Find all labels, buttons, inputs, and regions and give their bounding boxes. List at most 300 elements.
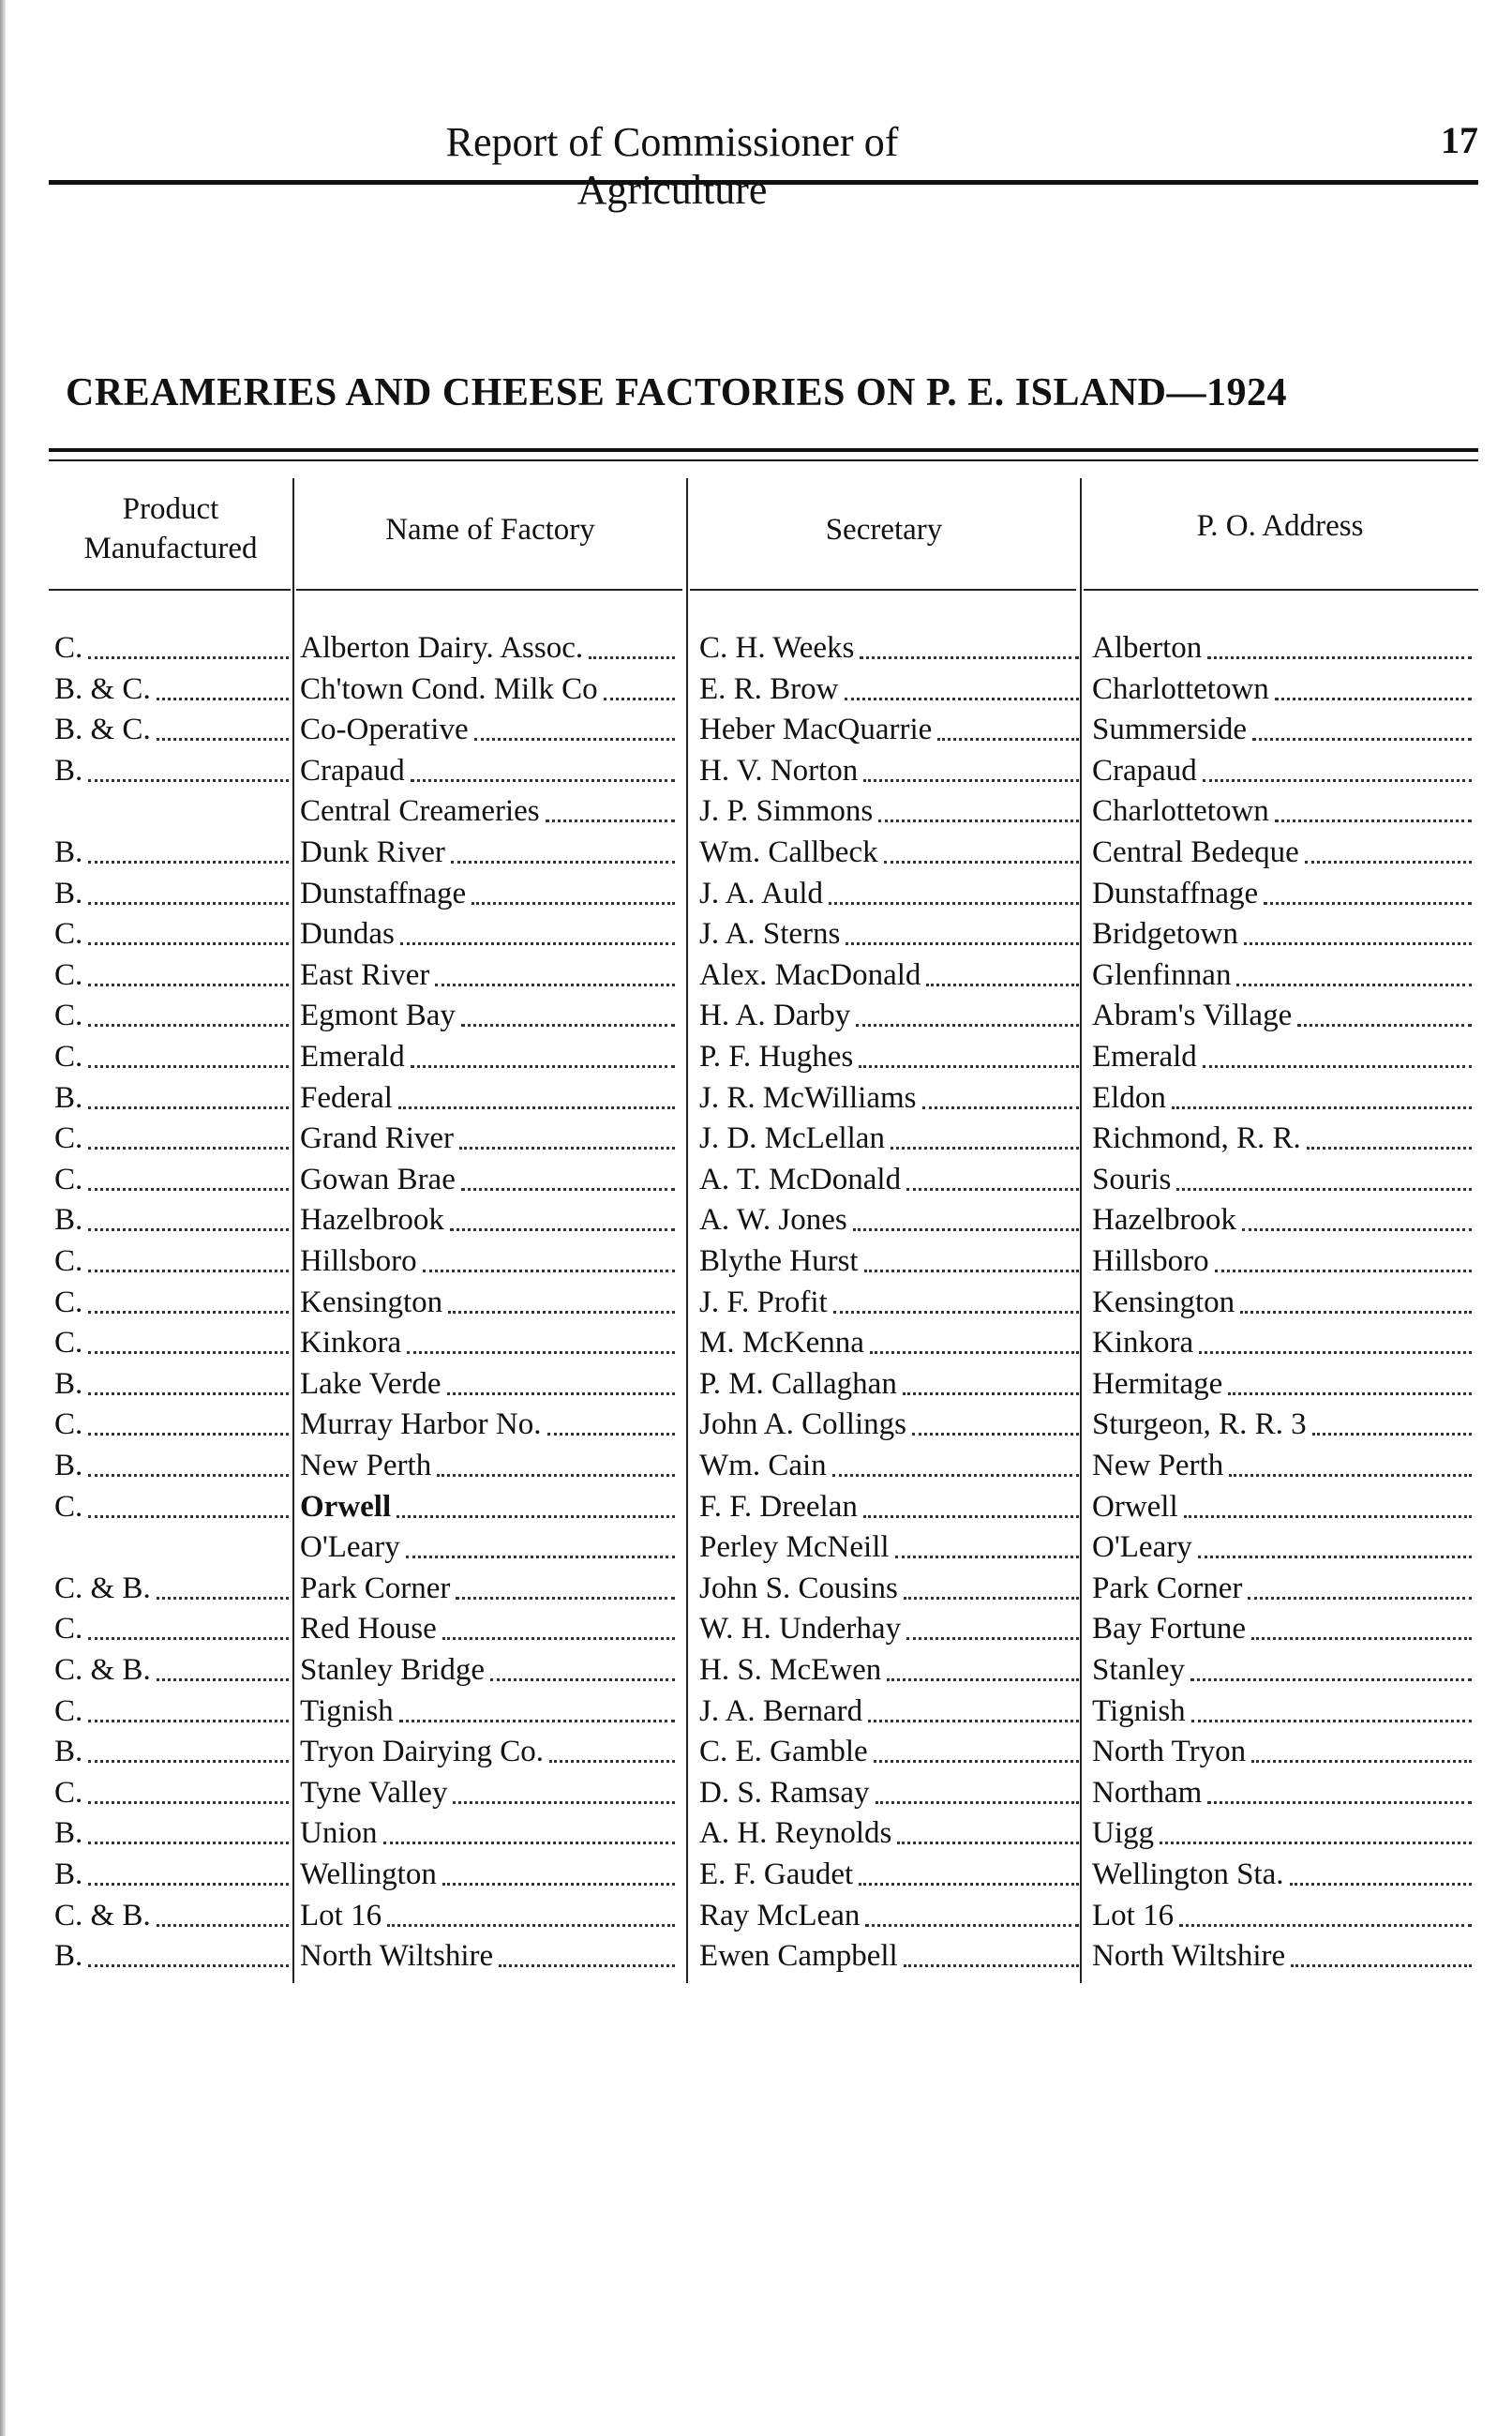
secretary-cell-text: Ewen Campbell — [699, 1939, 898, 1974]
leader-dots — [459, 1124, 675, 1150]
leader-dots — [442, 1615, 675, 1640]
factory-cell — [300, 1732, 675, 1773]
factory-cell-text: Kensington — [300, 1285, 443, 1319]
address-cell-text: Wellington Sta. — [1092, 1857, 1284, 1891]
leader-dots — [435, 961, 675, 986]
leader-dots — [874, 1737, 1079, 1763]
factory-cell-text: Dunk River — [300, 835, 445, 869]
secretary-cell-text: Perley McNeill — [699, 1530, 890, 1565]
product-cell-text: C. — [54, 1693, 83, 1728]
address-cell-text: Lot 16 — [1092, 1898, 1175, 1932]
secretary-cell-text: Alex. MacDonald — [699, 957, 921, 992]
leader-dots — [829, 880, 1079, 905]
leader-dots — [1242, 1206, 1472, 1231]
leader-dots — [926, 961, 1079, 986]
leader-dots — [456, 1574, 675, 1600]
product-cell-text: C. — [54, 1121, 83, 1156]
leader-dots — [904, 1942, 1079, 1967]
leader-dots — [845, 675, 1080, 700]
address-cell-text: Kensington — [1092, 1285, 1235, 1319]
secretary-cell-text: Ray McLean — [699, 1898, 861, 1932]
secretary-cell-text: Blythe Hurst — [699, 1244, 859, 1278]
secretary-cell-text: J. A. Bernard — [699, 1693, 863, 1728]
table-row — [49, 1569, 1478, 1610]
product-cell-text: C. — [54, 1244, 83, 1278]
leader-dots — [865, 1902, 1079, 1927]
address-cell-text: Bridgetown — [1092, 917, 1238, 952]
product-cell — [54, 1936, 289, 1977]
leader-dots — [1297, 1001, 1472, 1027]
table-row — [49, 1650, 1478, 1692]
secretary-cell — [699, 1446, 1079, 1487]
address-cell-text: North Tryon — [1092, 1735, 1247, 1769]
product-cell — [54, 1364, 289, 1406]
leader-dots — [88, 838, 289, 864]
leader-dots — [868, 1697, 1079, 1722]
leader-dots — [472, 880, 675, 905]
table-row — [49, 914, 1478, 955]
factory-cell-text: Lake Verde — [300, 1366, 442, 1401]
secretary-cell-text: H. V. Norton — [699, 753, 859, 788]
factory-cell — [300, 1037, 675, 1078]
table-row — [49, 1160, 1478, 1201]
leader-dots — [912, 1410, 1079, 1436]
address-cell — [1092, 1446, 1472, 1487]
leader-dots — [411, 757, 675, 782]
leader-dots — [1172, 1084, 1472, 1109]
table-row — [49, 1936, 1478, 1977]
product-cell — [54, 1487, 289, 1528]
leader-dots — [461, 1165, 675, 1191]
leader-dots — [859, 1043, 1079, 1068]
leader-dots — [88, 1329, 289, 1354]
leader-dots — [1184, 1493, 1472, 1518]
product-cell-text: C. — [54, 1775, 83, 1810]
leader-dots — [474, 715, 675, 741]
factory-cell-text: Murray Harbor No. — [300, 1407, 542, 1442]
product-cell-text: C. & B. — [54, 1898, 151, 1932]
header-product-line2: Manufactured — [83, 532, 258, 565]
leader-dots — [1312, 1410, 1472, 1436]
leader-dots — [832, 1451, 1079, 1477]
address-cell-text: Charlottetown — [1092, 671, 1269, 706]
leader-dots — [451, 838, 675, 864]
factory-cell-text: Tryon Dairying Co. — [300, 1735, 545, 1769]
secretary-cell-text: E. F. Gaudet — [699, 1857, 854, 1891]
leader-dots — [88, 1247, 289, 1272]
product-cell — [54, 1037, 289, 1078]
factory-cell — [300, 1773, 675, 1814]
address-cell — [1092, 1569, 1472, 1610]
address-cell — [1092, 628, 1472, 669]
product-cell — [54, 1241, 289, 1283]
address-cell — [1092, 1241, 1472, 1283]
address-cell — [1092, 751, 1472, 792]
leader-dots — [870, 1329, 1079, 1354]
leader-dots — [853, 1206, 1079, 1231]
secretary-cell — [699, 1283, 1079, 1324]
factory-cell — [300, 751, 675, 792]
secretary-cell-text: J. F. Profit — [699, 1285, 828, 1319]
leader-dots — [856, 1001, 1079, 1027]
factory-cell — [300, 1200, 675, 1241]
factory-cell-text: Wellington — [300, 1857, 437, 1891]
factory-cell — [300, 1078, 675, 1120]
table-row — [49, 1773, 1478, 1814]
product-cell-text: C. & B. — [54, 1653, 151, 1687]
header-product-line1: Product — [122, 492, 219, 526]
table-row — [49, 1527, 1478, 1569]
secretary-cell — [699, 1936, 1079, 1977]
factory-cell-text: Park Corner — [300, 1571, 451, 1605]
leader-dots — [1207, 1779, 1472, 1804]
address-cell-text: O'Leary — [1092, 1530, 1192, 1565]
factory-cell — [300, 1283, 675, 1324]
leader-dots — [437, 1451, 675, 1477]
secretary-cell-text: J. P. Simmons — [699, 794, 874, 829]
table-row — [49, 751, 1478, 792]
leader-dots — [1305, 838, 1472, 864]
secretary-cell-text: A. W. Jones — [699, 1203, 847, 1238]
secretary-cell — [699, 833, 1079, 874]
leader-dots — [1228, 1370, 1472, 1395]
secretary-cell-text: D. S. Ramsay — [699, 1775, 870, 1810]
address-cell-text: Stanley — [1092, 1653, 1185, 1687]
leader-dots — [88, 961, 289, 986]
product-cell-text: B. — [54, 1449, 83, 1482]
factory-cell — [300, 791, 675, 833]
leader-dots — [833, 1288, 1079, 1314]
secretary-cell-text: Heber MacQuarrie — [699, 713, 933, 747]
product-cell-text: B. — [54, 1366, 83, 1401]
secretary-cell — [699, 1650, 1079, 1692]
leader-dots — [904, 1574, 1079, 1600]
address-cell — [1092, 1160, 1472, 1201]
address-cell — [1092, 1896, 1472, 1937]
product-cell — [54, 1078, 289, 1120]
leader-dots — [387, 1902, 675, 1927]
leader-dots — [860, 634, 1079, 659]
address-cell — [1092, 791, 1472, 833]
factory-cell — [300, 1813, 675, 1855]
leader-dots — [88, 634, 289, 659]
address-cell — [1092, 1936, 1472, 1977]
leader-dots — [1251, 1615, 1472, 1640]
leader-dots — [88, 1493, 289, 1518]
secretary-cell — [699, 628, 1079, 669]
secretary-cell-text: P. F. Hughes — [699, 1040, 854, 1074]
leader-dots — [88, 1860, 289, 1886]
secretary-cell-text: Wm. Cain — [699, 1449, 827, 1482]
address-cell-text: North Wiltshire — [1092, 1939, 1286, 1974]
address-cell — [1092, 1119, 1472, 1160]
table-row — [49, 1896, 1478, 1937]
leader-dots — [1307, 1124, 1472, 1150]
address-cell-text: Crapaud — [1092, 753, 1197, 788]
factory-cell — [300, 1160, 675, 1201]
product-cell-text: B. — [54, 1816, 83, 1851]
address-cell — [1092, 1283, 1472, 1324]
table-row — [49, 955, 1478, 997]
leader-dots — [88, 1001, 289, 1027]
secretary-cell — [699, 1160, 1079, 1201]
leader-dots — [863, 1493, 1079, 1518]
product-cell-text: C. & B. — [54, 1571, 151, 1605]
leader-dots — [895, 1533, 1079, 1558]
address-cell-text: Eldon — [1092, 1080, 1166, 1115]
secretary-cell — [699, 1364, 1079, 1406]
address-cell-text: Sturgeon, R. R. 3 — [1092, 1407, 1307, 1442]
secretary-cell — [699, 1732, 1079, 1773]
product-cell-text: B. — [54, 1857, 83, 1891]
leader-dots — [88, 1084, 289, 1109]
secretary-cell — [699, 914, 1079, 955]
factory-cell-text: Crapaud — [300, 753, 405, 788]
secretary-cell-text: P. M. Callaghan — [699, 1366, 897, 1401]
product-cell-text: C. — [54, 1285, 83, 1319]
product-cell — [54, 1732, 289, 1773]
product-cell-text: C. — [54, 999, 83, 1033]
leader-dots — [490, 1656, 675, 1681]
product-cell-text: B. — [54, 1735, 83, 1769]
leader-dots — [157, 1574, 289, 1600]
leader-dots — [1207, 634, 1472, 659]
address-cell — [1092, 1527, 1472, 1569]
address-cell-text: Northam — [1092, 1775, 1203, 1810]
address-cell — [1092, 1405, 1472, 1446]
leader-dots — [1199, 1329, 1472, 1354]
header-rule — [1084, 589, 1478, 591]
leader-dots — [88, 1165, 289, 1191]
product-cell — [54, 669, 289, 711]
factory-cell-text: East River — [300, 957, 430, 992]
leader-dots — [906, 1165, 1079, 1191]
leader-dots — [589, 634, 675, 659]
leader-dots — [1179, 1902, 1472, 1927]
product-cell-text: B. — [54, 1080, 83, 1115]
factory-cell-text: Red House — [300, 1612, 437, 1647]
product-cell — [54, 1283, 289, 1324]
secretary-cell — [699, 791, 1079, 833]
table-row — [49, 791, 1478, 833]
address-cell — [1092, 1200, 1472, 1241]
secretary-cell — [699, 874, 1079, 915]
factory-cell-text: Kinkora — [300, 1326, 402, 1361]
leader-dots — [1236, 961, 1472, 986]
address-cell-text: Abram's Village — [1092, 999, 1293, 1033]
product-cell — [54, 1405, 289, 1446]
header-rule — [49, 589, 291, 591]
leader-dots — [1198, 1533, 1472, 1558]
product-cell-text: C. — [54, 1407, 83, 1442]
page-number: 17 — [1441, 119, 1478, 161]
factory-cell — [300, 996, 675, 1037]
table-row — [49, 669, 1478, 711]
factory-cell-text: Central Creameries — [300, 794, 540, 829]
secretary-cell — [699, 1241, 1079, 1283]
secretary-cell — [699, 1692, 1079, 1733]
address-cell — [1092, 710, 1472, 751]
leader-dots — [88, 1370, 289, 1395]
leader-dots — [1160, 1819, 1472, 1844]
product-cell — [54, 914, 289, 955]
leader-dots — [157, 675, 289, 700]
leader-dots — [453, 1779, 675, 1804]
product-cell — [54, 1446, 289, 1487]
leader-dots — [1191, 1697, 1472, 1722]
factory-cell — [300, 1855, 675, 1896]
header-product — [49, 489, 292, 568]
leader-dots — [88, 1697, 289, 1722]
header-rule — [690, 589, 1076, 591]
leader-dots — [448, 1288, 675, 1314]
leader-dots — [549, 1737, 675, 1763]
address-cell — [1092, 1487, 1472, 1528]
factory-cell-text: Egmont Bay — [300, 999, 456, 1033]
product-cell — [54, 710, 289, 751]
product-cell-text — [54, 1527, 60, 1569]
product-cell-text: B. — [54, 1203, 83, 1238]
table-row — [49, 1283, 1478, 1324]
product-cell-text: C. — [54, 957, 83, 992]
table-row — [49, 1119, 1478, 1160]
secretary-cell — [699, 1078, 1079, 1120]
secretary-cell — [699, 1896, 1079, 1937]
table-row — [49, 1364, 1478, 1406]
table-row — [49, 1692, 1478, 1733]
table-row — [49, 1446, 1478, 1487]
address-cell-text: Charlottetown — [1092, 794, 1269, 829]
leader-dots — [1291, 1942, 1472, 1967]
secretary-cell — [699, 1855, 1079, 1896]
product-cell-text: B. — [54, 753, 83, 788]
leader-dots — [1252, 715, 1472, 741]
factory-cell-text: Federal — [300, 1080, 393, 1115]
factory-cell — [300, 1650, 675, 1692]
secretary-cell — [699, 1405, 1079, 1446]
leader-dots — [88, 920, 289, 945]
leader-dots — [1248, 1574, 1472, 1600]
table-row — [49, 874, 1478, 915]
factory-cell — [300, 1405, 675, 1446]
factory-cell-text: Orwell — [300, 1489, 392, 1524]
address-cell — [1092, 1692, 1472, 1733]
product-cell — [54, 1773, 289, 1814]
address-cell-text: Tignish — [1092, 1693, 1186, 1728]
table-row — [49, 1200, 1478, 1241]
leader-dots — [442, 1860, 675, 1886]
address-cell — [1092, 1732, 1472, 1773]
leader-dots — [878, 797, 1079, 822]
secretary-cell-text: John A. Collings — [699, 1407, 906, 1442]
leader-dots — [937, 715, 1079, 741]
table-row — [49, 996, 1478, 1037]
address-cell — [1092, 1855, 1472, 1896]
factory-cell-text: New Perth — [300, 1449, 432, 1482]
leader-dots — [88, 1206, 289, 1231]
secretary-cell-text: C. E. Gamble — [699, 1735, 868, 1769]
product-cell — [54, 1855, 289, 1896]
secretary-cell — [699, 1119, 1079, 1160]
table-row — [49, 1323, 1478, 1364]
address-cell-text: Hazelbrook — [1092, 1203, 1236, 1238]
table-row — [49, 1732, 1478, 1773]
product-cell — [54, 628, 289, 669]
leader-dots — [604, 675, 675, 700]
product-cell — [54, 1200, 289, 1241]
secretary-cell-text: H. A. Darby — [699, 999, 851, 1033]
address-cell — [1092, 914, 1472, 955]
leader-dots — [499, 1942, 675, 1967]
leader-dots — [1176, 1165, 1472, 1191]
factory-cell-text: Hillsboro — [300, 1244, 417, 1278]
table-row — [49, 1037, 1478, 1078]
factory-cell-text: Dundas — [300, 917, 395, 952]
address-cell — [1092, 1813, 1472, 1855]
address-cell-text: Richmond, R. R. — [1092, 1121, 1301, 1156]
leader-dots — [903, 1370, 1079, 1395]
product-cell — [54, 1896, 289, 1937]
table-row — [49, 1813, 1478, 1855]
address-cell — [1092, 1609, 1472, 1650]
address-cell-text: New Perth — [1092, 1449, 1224, 1482]
leader-dots — [88, 1288, 289, 1314]
factory-cell — [300, 1527, 675, 1569]
address-cell-text: Uigg — [1092, 1816, 1154, 1851]
address-cell-text: Dunstaffnage — [1092, 876, 1259, 910]
product-cell — [54, 1609, 289, 1650]
leader-dots — [876, 1779, 1080, 1804]
secretary-cell — [699, 996, 1079, 1037]
leader-dots — [1203, 1043, 1472, 1068]
running-header — [49, 114, 1478, 213]
secretary-cell-text: Wm. Callbeck — [699, 835, 878, 869]
leader-dots — [1290, 1860, 1473, 1886]
leader-dots — [863, 757, 1079, 782]
factory-cell — [300, 669, 675, 711]
factory-cell — [300, 1692, 675, 1733]
product-cell — [54, 833, 289, 874]
factory-cell — [300, 1609, 675, 1650]
factory-cell-text: Ch'town Cond. Milk Co — [300, 671, 598, 706]
leader-dots — [887, 1656, 1079, 1681]
leader-dots — [157, 1902, 289, 1927]
factory-cell-text: Union — [300, 1816, 378, 1851]
factory-cell-text: Tignish — [300, 1693, 394, 1728]
product-cell — [54, 874, 289, 915]
secretary-cell — [699, 669, 1079, 711]
factory-cell — [300, 833, 675, 874]
table-row — [49, 628, 1478, 669]
factory-cell — [300, 1487, 675, 1528]
factory-cell — [300, 874, 675, 915]
address-cell — [1092, 955, 1472, 997]
header-address: P. O. Address — [1196, 509, 1364, 543]
secretary-cell — [699, 710, 1079, 751]
leader-dots — [447, 1370, 675, 1395]
product-cell — [54, 791, 289, 833]
address-cell-text: Kinkora — [1092, 1326, 1194, 1361]
leader-dots — [399, 1697, 675, 1722]
leader-dots — [88, 1779, 289, 1804]
factory-cell-text: Grand River — [300, 1121, 455, 1156]
product-cell-text: B. & C. — [54, 713, 151, 747]
leader-dots — [1203, 757, 1472, 782]
product-cell — [54, 1692, 289, 1733]
header-rule — [296, 589, 682, 591]
title-rule — [49, 448, 1478, 452]
secretary-cell-text: J. R. McWilliams — [699, 1080, 917, 1115]
